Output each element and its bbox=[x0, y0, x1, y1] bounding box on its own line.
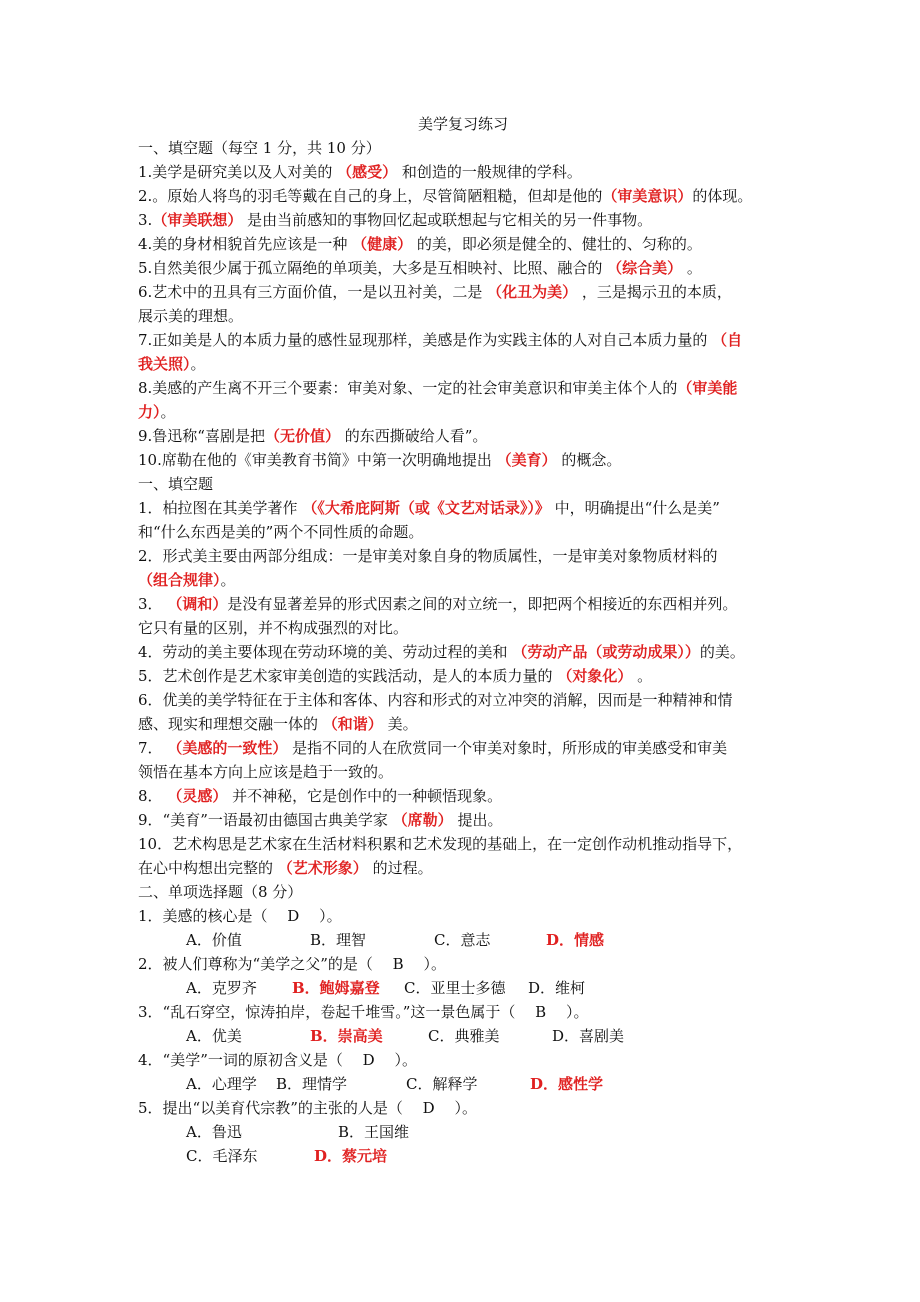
s2-q2-cont: （组合规律）。 bbox=[138, 571, 236, 589]
s1-q8: 8.美感的产生离不开三个要素：审美对象、一定的社会审美意识和审美主体个人的（审美能 bbox=[138, 379, 738, 397]
s1-q3: 3.（审美联想） 是由当前感知的事物回忆起或联想起与它相关的另一件事物。 bbox=[138, 211, 653, 229]
s1-q7-cont: 我关照）。 bbox=[138, 355, 206, 373]
s3-q3-option-b-answer: B．崇高美 bbox=[310, 1027, 383, 1045]
s3-q2-option-d: D．维柯 bbox=[528, 979, 586, 997]
s2-q7-answer: （美感的一致性） bbox=[167, 739, 288, 757]
s3-q4-option-d-answer: D．感性学 bbox=[530, 1075, 604, 1093]
s3-q1-options bbox=[138, 928, 788, 952]
section1-heading: 一、填空题（每空 1 分，共 10 分） bbox=[138, 139, 381, 157]
s3-q5-option-d-answer: D．蔡元培 bbox=[314, 1147, 388, 1165]
s3-q5-options-cd bbox=[138, 1144, 788, 1168]
s2-q8: 8． （灵感） 并不神秘，它是创作中的一种顿悟现象。 bbox=[138, 787, 503, 805]
s1-q2-answer: （审美意识） bbox=[602, 187, 693, 205]
s1-q9-answer: （无价值） bbox=[264, 427, 340, 445]
s3-q4-option-a: A．心理学 bbox=[186, 1075, 257, 1093]
s3-q2-stem: 2．被人们尊称为“美学之父”的是（ B ）。 bbox=[138, 955, 446, 973]
s3-q3-option-a: A．优美 bbox=[186, 1027, 242, 1045]
s3-q4-stem: 4．“美学”一词的原初含义是（ D ）。 bbox=[138, 1051, 417, 1069]
s2-q7: 7． （美感的一致性） 是指不同的人在欣赏同一个审美对象时，所形成的审美感受和审美 bbox=[138, 739, 728, 757]
s1-q10: 10.席勒在他的《审美教育书简》中第一次明确地提出 （美育） 的概念。 bbox=[138, 451, 622, 469]
s1-q8-answer-a: （审美能 bbox=[677, 379, 738, 397]
s2-q5-answer: （对象化） bbox=[557, 667, 633, 685]
s1-q6-cont: 展示美的理想。 bbox=[138, 307, 244, 325]
s3-q5-stem: 5．提出“以美育代宗教”的主张的人是（ D ）。 bbox=[138, 1099, 477, 1117]
s3-q3-stem: 3．“乱石穿空，惊涛拍岸，卷起千堆雪。”这一景色属于（ B ）。 bbox=[138, 1003, 589, 1021]
s3-q3-options bbox=[138, 1024, 788, 1048]
s3-q2-option-b-answer: B．鲍姆嘉登 bbox=[292, 979, 380, 997]
s3-q5-option-c: C．毛泽东 bbox=[186, 1147, 258, 1165]
s3-q5-option-b: B．王国维 bbox=[338, 1123, 410, 1141]
s1-q5-answer: （综合美） bbox=[607, 259, 683, 277]
s3-q5-options-ab bbox=[138, 1120, 788, 1144]
s3-q4-options bbox=[138, 1072, 788, 1096]
s2-q7-cont: 领悟在基本方向上应该是趋于一致的。 bbox=[138, 763, 394, 781]
s2-q6-cont: 感、现实和理想交融一体的 （和谐） 美。 bbox=[138, 715, 418, 733]
s2-q2-answer: （组合规律） bbox=[138, 571, 221, 589]
s2-q6: 6．优美的美学特征在于主体和客体、内容和形式的对立冲突的消解，因而是一种精神和情 bbox=[138, 691, 733, 709]
s3-q3-option-d: D．喜剧美 bbox=[552, 1027, 625, 1045]
s2-q5: 5．艺术创作是艺术家审美创造的实践活动，是人的本质力量的 （对象化） 。 bbox=[138, 667, 653, 685]
s1-q8-cont: 力）。 bbox=[138, 403, 176, 421]
s1-q9: 9.鲁迅称“喜剧是把（无价值） 的东西撕破给人看”。 bbox=[138, 427, 488, 445]
s1-q6-answer: （化丑为美） bbox=[487, 283, 578, 301]
s2-q1-cont: 和“什么东西是美的”两个不同性质的命题。 bbox=[138, 523, 424, 541]
s1-q4-answer: （健康） bbox=[352, 235, 413, 253]
s1-q7-answer-a: （自 bbox=[712, 331, 743, 349]
s1-q2: 2.。原始人将鸟的羽毛等戴在自己的身上，尽管简陋粗糙，但却是他的（审美意识）的体现。 bbox=[138, 187, 753, 205]
s2-q9: 9．“美育”一语最初由德国古典美学家 （席勒） 提出。 bbox=[138, 811, 503, 829]
s2-q10-answer: （艺术形象） bbox=[277, 859, 368, 877]
s3-q3-option-c: C．典雅美 bbox=[428, 1027, 500, 1045]
section2-heading: 一、填空题 bbox=[138, 475, 214, 493]
s2-q3-cont: 它只有量的区别，并不构成强烈的对比。 bbox=[138, 619, 409, 637]
s3-q5-option-a: A．鲁迅 bbox=[186, 1123, 242, 1141]
s2-q1-answer: （《大希庇阿斯（或《文艺对话录》）》 bbox=[302, 499, 550, 517]
s2-q10: 10．艺术构思是艺术家在生活材料积累和艺术发现的基础上，在一定创作动机推动指导下， bbox=[138, 835, 743, 853]
s2-q6-answer: （和谐） bbox=[322, 715, 383, 733]
s1-q7: 7.正如美是人的本质力量的感性显现那样，美感是作为实践主体的人对自己本质力量的 （自 bbox=[138, 331, 743, 349]
s2-q3-answer: （调和） bbox=[167, 595, 228, 613]
s3-q2-option-c: C．亚里士多德 bbox=[404, 979, 506, 997]
section3-heading: 二、单项选择题（8 分） bbox=[138, 883, 303, 901]
s2-q4-answer: （劳动产品（或劳动成果）） bbox=[512, 643, 700, 661]
s3-q2-option-a: A．克罗齐 bbox=[186, 979, 257, 997]
s1-q1: 1.美学是研究美以及人对美的 （感受） 和创造的一般规律的学科。 bbox=[138, 163, 582, 181]
s3-q1-stem: 1．美感的核心是（ D ）。 bbox=[138, 907, 342, 925]
document-page bbox=[138, 112, 788, 1168]
s1-q5: 5.自然美很少属于孤立隔绝的单项美，大多是互相映衬、比照、融合的 （综合美） 。 bbox=[138, 259, 702, 277]
s2-q8-answer: （灵感） bbox=[167, 787, 228, 805]
s2-q4: 4．劳动的美主要体现在劳动环境的美、劳动过程的美和 （劳动产品（或劳动成果））的美。 bbox=[138, 643, 745, 661]
s1-q4: 4.美的身材相貌首先应该是一种 （健康） 的美，即必须是健全的、健壮的、匀称的。 bbox=[138, 235, 702, 253]
s1-q7-answer-b: 我关照） bbox=[138, 355, 191, 373]
s3-q1-option-d-answer: D．情感 bbox=[546, 931, 605, 949]
s2-q10-cont: 在心中构想出完整的 （艺术形象） 的过程。 bbox=[138, 859, 433, 877]
s2-q3: 3． （调和）是没有显著差异的形式因素之间的对立统一，即把两个相接近的东西相并列。 bbox=[138, 595, 738, 613]
s3-q4-option-c: C．解释学 bbox=[406, 1075, 478, 1093]
s3-q1-option-b: B．理智 bbox=[310, 931, 367, 949]
s2-q1: 1．柏拉图在其美学著作 （《大希庇阿斯（或《文艺对话录》）》 中，明确提出“什么是美” bbox=[138, 499, 720, 517]
document-title: 美学复习练习 bbox=[417, 115, 508, 133]
s3-q1-option-c: C．意志 bbox=[434, 931, 491, 949]
s1-q10-answer: （美育） bbox=[496, 451, 557, 469]
s3-q1-option-a: A．价值 bbox=[186, 931, 242, 949]
s3-q2-options bbox=[138, 976, 788, 1000]
s1-q1-answer: （感受） bbox=[337, 163, 398, 181]
s2-q9-answer: （席勒） bbox=[392, 811, 453, 829]
s2-q2: 2．形式美主要由两部分组成：一是审美对象自身的物质属性，一是审美对象物质材料的 bbox=[138, 547, 718, 565]
s1-q8-answer-b: 力） bbox=[138, 403, 161, 421]
s1-q6: 6.艺术中的丑具有三方面价值，一是以丑衬美，二是 （化丑为美） ，三是揭示丑的本质， bbox=[138, 283, 732, 301]
s1-q3-answer: （审美联想） bbox=[152, 211, 243, 229]
s3-q4-option-b: B．理情学 bbox=[276, 1075, 348, 1093]
